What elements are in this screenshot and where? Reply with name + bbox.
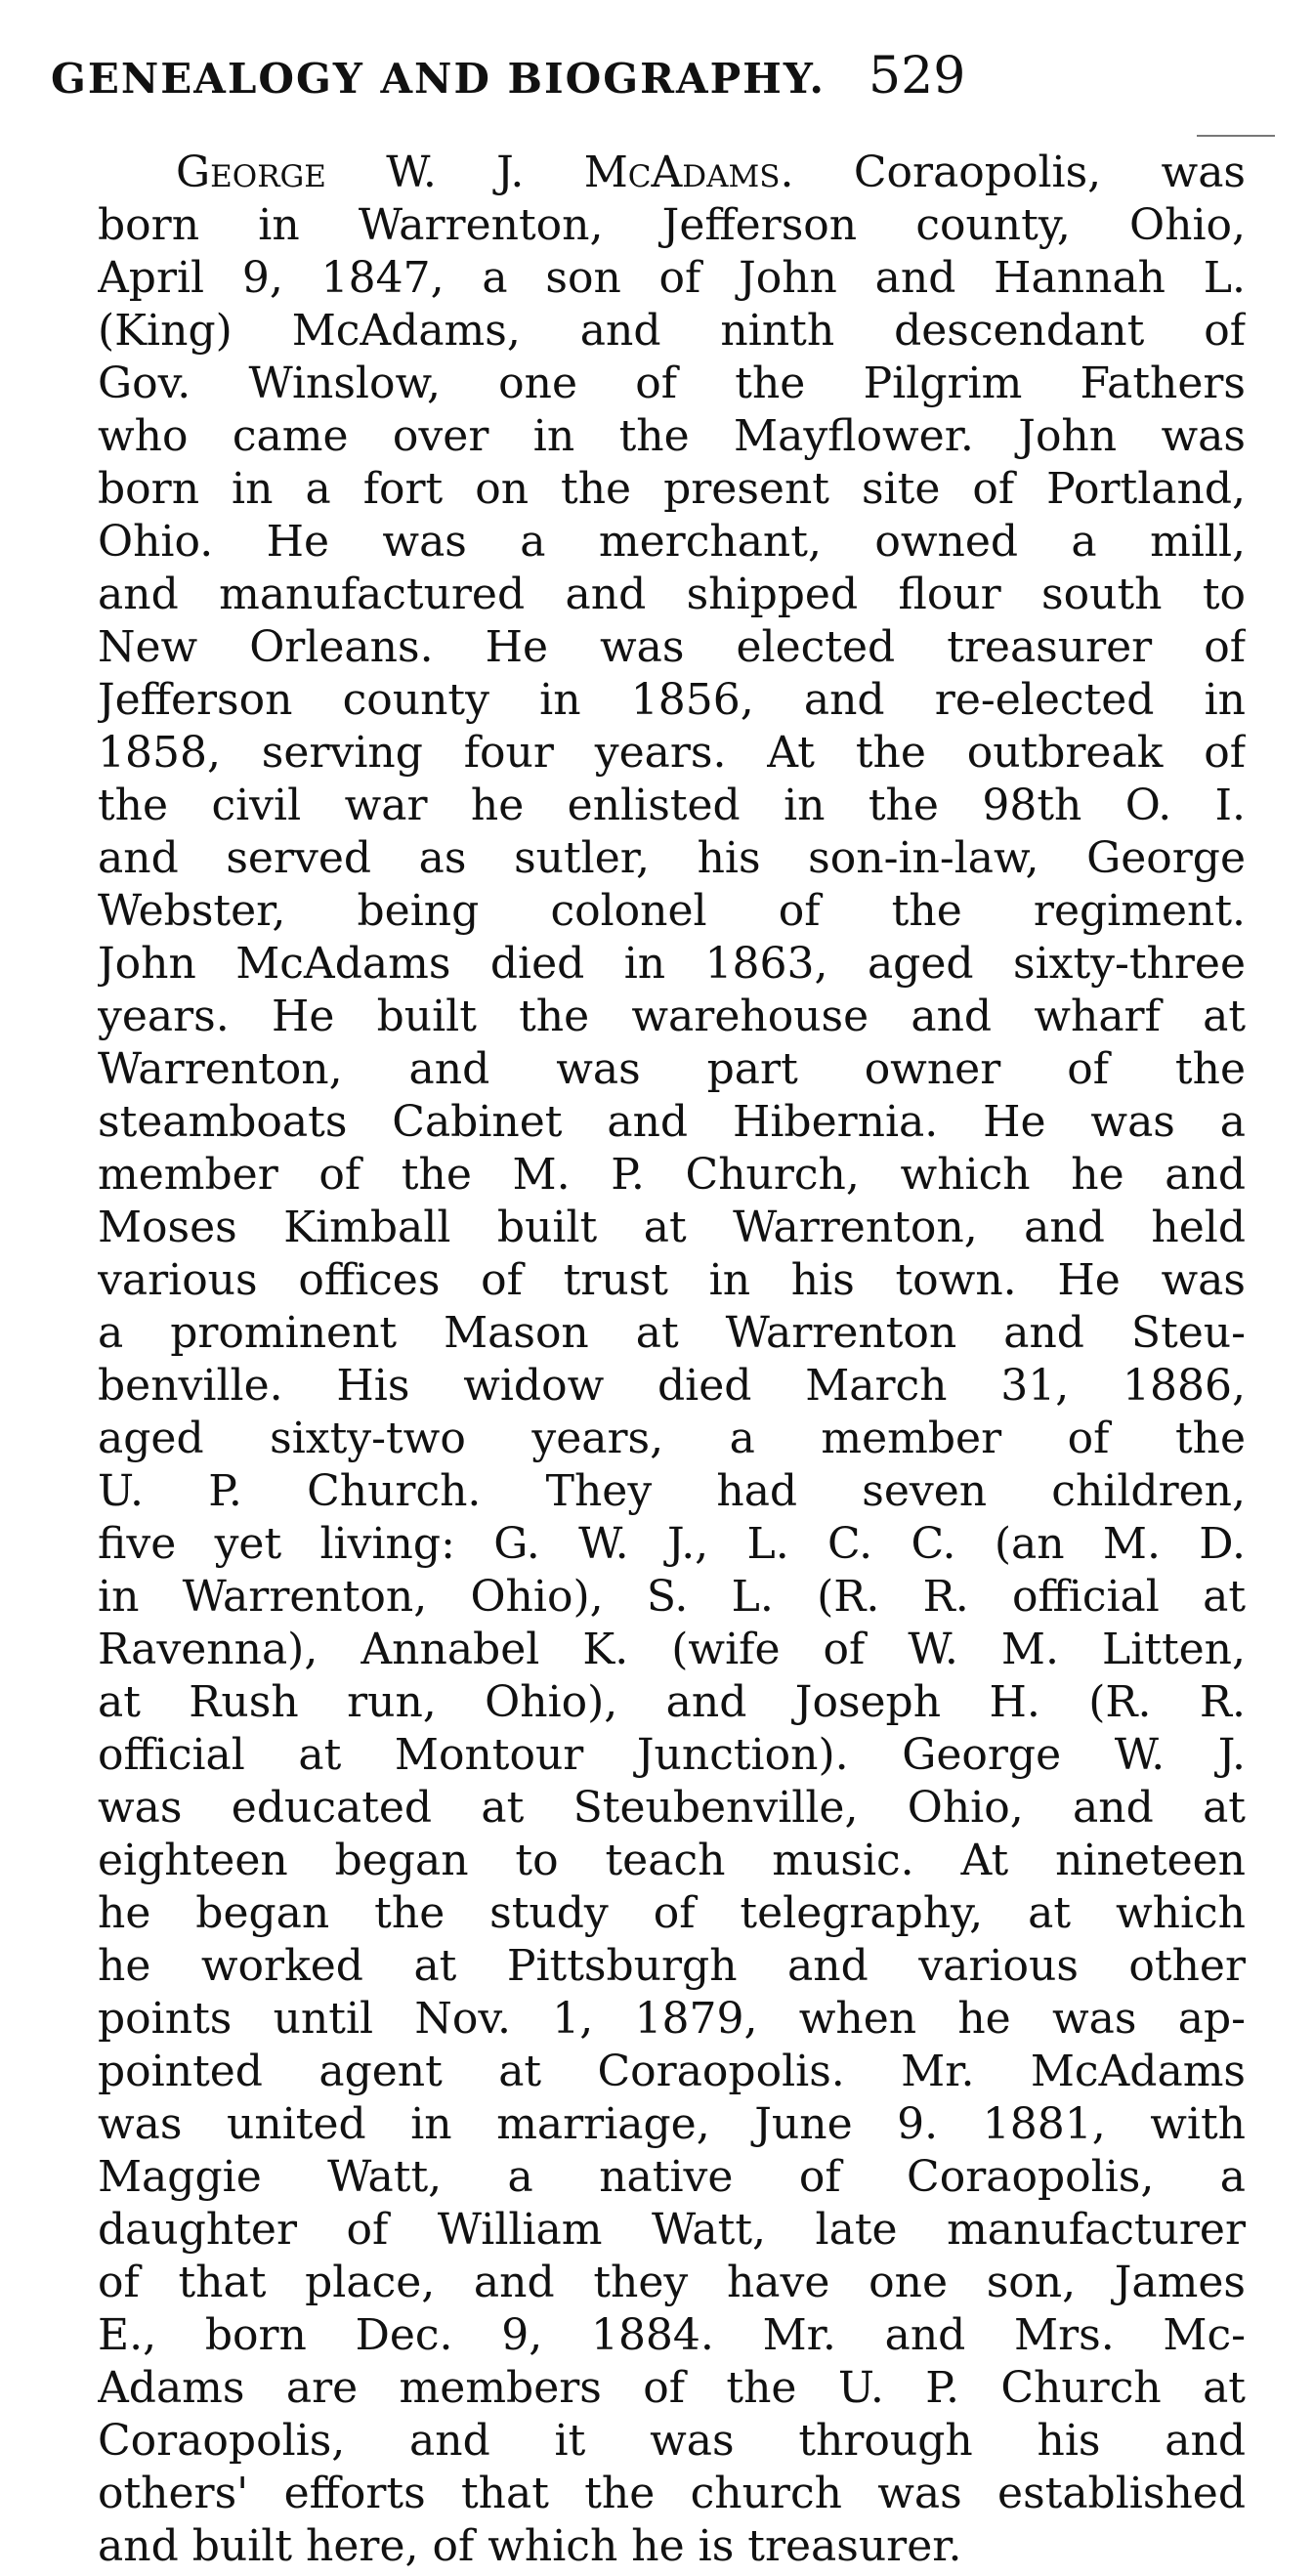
page-number: 529 — [869, 47, 966, 106]
entry-first-line-rest: . Coraopolis, was — [780, 148, 1246, 197]
text-line: 1858, serving four years. At the outbreak of — [98, 728, 1246, 778]
text-line: Maggie Watt, a native of Coraopolis, a — [98, 2152, 1246, 2202]
text-line: was united in marriage, June 9. 1881, with — [98, 2099, 1246, 2149]
text-line: Coraopolis, and it was through his and — [98, 2416, 1246, 2466]
text-line: at Rush run, Ohio), and Joseph H. (R. R. — [98, 1677, 1246, 1727]
text-line: was educated at Steubenville, Ohio, and at — [98, 1783, 1246, 1833]
text-line: a prominent Mason at Warrenton and Steu- — [98, 1308, 1246, 1358]
text-line: Gov. Winslow, one of the Pilgrim Fathers — [98, 359, 1246, 408]
text-line: of that place, and they have one son, James — [98, 2258, 1246, 2307]
text-line: Warrenton, and was part owner of the — [98, 1044, 1246, 1094]
text-line: official at Montour Junction). George W. J. — [98, 1730, 1246, 1780]
text-line: Moses Kimball built at Warrenton, and held — [98, 1203, 1246, 1252]
text-line: member of the M. P. Church, which he and — [98, 1150, 1246, 1200]
text-line: he began the study of telegraphy, at which — [98, 1888, 1246, 1938]
text-line: April 9, 1847, a son of John and Hannah L. — [98, 253, 1246, 303]
text-line: Adams are members of the U. P. Church at — [98, 2363, 1246, 2413]
text-line: various offices of trust in his town. He was — [98, 1255, 1246, 1305]
text-line: and manufactured and shipped flour south to — [98, 570, 1246, 619]
text-line: John McAdams died in 1863, aged sixty-three — [98, 939, 1246, 989]
text-line: Ohio. He was a merchant, owned a mill, — [98, 517, 1246, 567]
text-line: points until Nov. 1, 1879, when he was ap- — [98, 1994, 1246, 2044]
text-line: New Orleans. He was elected treasurer of — [98, 622, 1246, 672]
text-line: Ravenna), Annabel K. (wife of W. M. Litten, — [98, 1625, 1246, 1674]
text-line: U. P. Church. They had seven children, — [98, 1466, 1246, 1516]
text-line: steamboats Cabinet and Hibernia. He was a — [98, 1097, 1246, 1147]
page-header — [51, 47, 1086, 115]
text-line-last: and built here, of which he is treasurer. — [98, 2521, 962, 2571]
text-line: others' efforts that the church was established — [98, 2469, 1246, 2518]
text-line: who came over in the Mayflower. John was — [98, 411, 1246, 461]
biography-entry — [98, 147, 1246, 2573]
text-line: pointed agent at Coraopolis. Mr. McAdams — [98, 2047, 1246, 2096]
text-line: years. He built the warehouse and wharf at — [98, 992, 1246, 1041]
text-line: born in Warrenton, Jefferson county, Ohio, — [98, 200, 1246, 250]
margin-rule — [1197, 135, 1275, 137]
text-line: aged sixty-two years, a member of the — [98, 1414, 1246, 1463]
text-line: benville. His widow died March 31, 1886, — [98, 1361, 1246, 1411]
text-line: Jefferson county in 1856, and re-elected in — [98, 675, 1246, 725]
text-line: daughter of William Watt, late manufacturer — [98, 2205, 1246, 2255]
text-line: (King) McAdams, and ninth descendant of — [98, 306, 1246, 356]
text-line: five yet living: G. W. J., L. C. C. (an M. D. — [98, 1519, 1246, 1569]
text-line: born in a fort on the present site of Portland, — [98, 464, 1246, 514]
text-line: and served as sutler, his son-in-law, George — [98, 833, 1246, 883]
text-line: Webster, being colonel of the regiment. — [98, 886, 1246, 936]
entry-name: George W. J. McAdams — [176, 148, 781, 197]
running-head: GENEALOGY AND BIOGRAPHY. — [51, 55, 827, 103]
entry-first-line — [98, 147, 1246, 199]
text-line: the civil war he enlisted in the 98th O. I. — [98, 781, 1246, 830]
text-line: eighteen began to teach music. At nineteen — [98, 1836, 1246, 1885]
text-line: E., born Dec. 9, 1884. Mr. and Mrs. Mc- — [98, 2310, 1246, 2360]
text-line: in Warrenton, Ohio), S. L. (R. R. official at — [98, 1572, 1246, 1622]
text-line: he worked at Pittsburgh and various other — [98, 1941, 1246, 1991]
